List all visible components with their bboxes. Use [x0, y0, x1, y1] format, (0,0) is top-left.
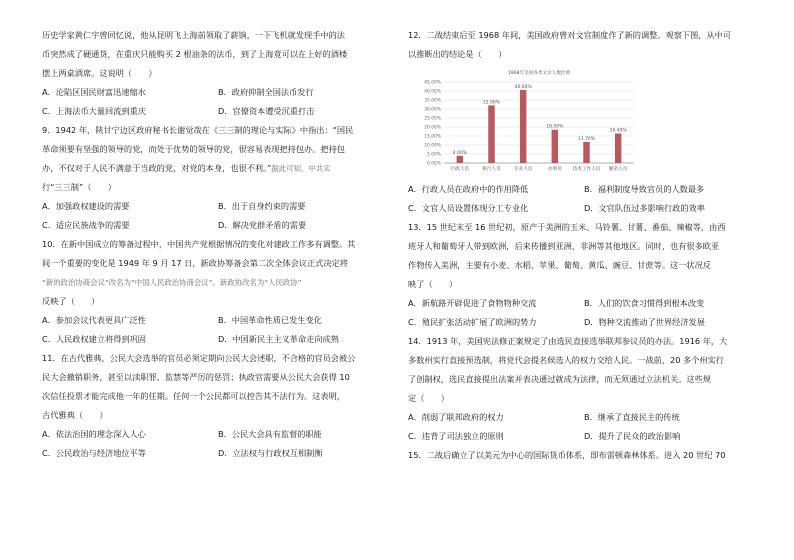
question-text: 11．在古代雅典，公民大会选举的官员必须定期向公民大会述职，不合格的官员会被公 — [42, 353, 356, 363]
question-text: 币突然成了硬通货，在重庆只能购买 2 根油条的法币，到了上海竟可以在上好的酒楼 — [42, 49, 348, 59]
grey-text: “新的政治协商会议”改名为“中国人民政治协商会议”。新政协改名为“人民政协” — [42, 278, 302, 287]
options — [408, 180, 756, 218]
y-tick-label: 30.00% — [424, 107, 441, 113]
option-a: A．沦陷区国民财富迅速缩水 — [42, 87, 146, 97]
options — [42, 83, 390, 121]
bar — [488, 105, 495, 163]
question-9 — [42, 121, 390, 235]
option-a: A．参加会议代表更具广泛性 — [42, 315, 146, 325]
question-text: 反映了（ ） — [42, 296, 100, 306]
y-tick-label: 20.00% — [424, 125, 441, 131]
option-a: A．削弱了联邦政府的权力 — [408, 412, 504, 422]
question-8 — [42, 26, 390, 121]
options — [408, 294, 756, 332]
options — [42, 197, 390, 235]
question-text: 定（ ） — [408, 393, 449, 403]
chart-title: 1968年美国各类文官人数比例 — [507, 71, 571, 76]
bar — [552, 130, 559, 163]
bar-chart — [408, 66, 756, 176]
option-a: A．加强政权建设的需要 — [42, 201, 130, 211]
question-text: 14．1913 年，美国宪法修正案规定了由选民直接选举联邦参议员的办法。1916 年，大 — [408, 336, 728, 346]
question-text: 15．二战后确立了以美元为中心的国际货币体系，即布雷顿森林体系。进入 20 世纪 70 — [408, 450, 726, 460]
question-text: 民大会撤销职务，甚至以渎职罪、监禁等严厉的惩罚；执政官需要从公民大会获得 10 — [42, 372, 350, 382]
option-d: D．物种交流推动了世界经济发展 — [584, 317, 705, 327]
question-14 — [408, 332, 756, 446]
y-tick-label: 45.00% — [424, 80, 441, 86]
data-label: 32.00% — [482, 100, 501, 106]
question-text: 次信任投票才能完成他一年的任期。任何一个公民都可以控告其不法行为。这表明， — [42, 391, 345, 401]
category-label: 行政人员 — [450, 167, 470, 172]
data-label: 18.50% — [546, 124, 564, 130]
option-c: C．殖民扩张活动扩展了欧洲的势力 — [408, 317, 537, 327]
category-label: 办事员 — [547, 167, 562, 172]
category-label: 勤杂人员 — [608, 167, 628, 172]
option-c: C．公民政治与经济地位平等 — [42, 448, 146, 458]
question-text: 映了（ ） — [408, 279, 458, 289]
data-label: 11.70% — [577, 136, 596, 142]
question-text: 摆上两桌酒席。这说明（ ） — [42, 68, 157, 78]
y-tick-label: 5.00% — [427, 152, 441, 158]
question-12 — [408, 26, 756, 218]
y-tick-label: 35.00% — [424, 98, 441, 104]
option-a: A．新航路开辟促进了食物物种交流 — [408, 298, 537, 308]
chart-svg — [408, 66, 638, 176]
option-d: D．立法权与行政权互相制衡 — [218, 448, 323, 458]
question-10 — [42, 235, 390, 349]
question-text-part: 办，不仅对于人民不满意于当政的党，对党的本身，也很不利。” — [42, 163, 272, 173]
bar — [457, 156, 464, 163]
option-b: B．中国革命性质已发生变化 — [218, 315, 322, 325]
option-b: B．继承了直接民主的传统 — [584, 412, 680, 422]
question-text: 历史学家黄仁宇曾回忆说，他从昆明飞上海前领取了薪饷，一下飞机就发现手中的法 — [42, 30, 345, 40]
y-tick-label: 0.00% — [427, 161, 441, 167]
question-text: 革命须要有坚强的领导的党，而处于优势的领导的党，很容易表现把持包办。把持包 — [42, 144, 345, 154]
category-label: 技术工作人员 — [572, 167, 601, 172]
question-text: 了创制权，选民直接提出法案并表决通过就成为法律，而无须通过立法机关。这些规 — [408, 374, 711, 384]
options — [408, 408, 756, 446]
option-c: C．文官人员设置体现分工专业化 — [408, 203, 529, 213]
question-text: 多数州实行直接预选制，将党代会提名候选人的权力交给人民。一战前，20 多个州实行 — [408, 355, 724, 365]
option-b: B．出于自身约束的需要 — [218, 201, 306, 211]
y-tick-label: 10.00% — [424, 143, 441, 149]
option-c: C．上海法币大量回流到重庆 — [42, 106, 146, 116]
question-text — [42, 159, 390, 178]
y-tick-label: 40.00% — [424, 89, 441, 95]
question-text: 间一个重要的变化是 1949 年 9 月 17 日，新政协筹备会第二次全体会议正式决定将 — [42, 258, 348, 268]
category-label: 执行人员 — [482, 167, 501, 172]
y-tick-label: 15.00% — [424, 134, 441, 140]
option-d: D．解决党群矛盾的需要 — [218, 220, 307, 230]
option-d: D．文官队伍过多影响行政的效率 — [584, 203, 705, 213]
option-c: C．适应民族战争的需要 — [42, 220, 130, 230]
options — [42, 425, 390, 463]
data-label: 40.60% — [514, 84, 532, 90]
options — [42, 311, 390, 349]
option-b: B．政府抑制全国法币发行 — [218, 87, 314, 97]
left-column — [42, 26, 390, 463]
option-d: D．提升了民众的政治影响 — [584, 431, 681, 441]
question-text: 作物传入美洲，主要有小麦、水稻、苹果、葡萄、黄瓜、豌豆、甘蔗等。这一状况反 — [408, 260, 711, 270]
question-text: 10．在新中国成立的筹备过程中，中国共产党根据情况的变化对建政工作多有调整。其 — [42, 239, 356, 249]
question-text: 12．二战结束后至 1968 年间，美国政府曾对文官制度作了新的调整。观察下图，从中可 — [408, 30, 732, 40]
data-label: 4.00% — [452, 150, 467, 156]
y-tick-label: 25.00% — [424, 116, 441, 122]
question-15 — [408, 446, 756, 465]
option-d: D．官僚资本遭受沉重打击 — [218, 106, 315, 116]
question-text: 班牙人和葡萄牙人带到欧洲，后来传播到亚洲、非洲等其他地区。同时，也有很多欧亚 — [408, 241, 720, 251]
right-column — [408, 26, 756, 465]
question-text: 行“三三制”（ ） — [42, 182, 116, 192]
option-b: B．公民大会具有监督的职能 — [218, 429, 322, 439]
option-c: C．违背了司法独立的原则 — [408, 431, 504, 441]
option-a: A．依法治国的理念深入人心 — [42, 429, 146, 439]
category-label: 专业人员 — [513, 167, 533, 172]
option-a: A．行政人员在政府中的作用降低 — [408, 184, 529, 194]
bar — [520, 90, 527, 163]
bar — [615, 133, 622, 163]
option-c: C．人民政权建立将得到巩固 — [42, 334, 146, 344]
question-text: 13．15 世纪末至 16 世纪初，原产于美洲的玉米、马铃薯、甘薯、番茄、辣椒等，由西 — [408, 222, 726, 232]
question-text: 9．1942 年，陕甘宁边区政府秘书长谢觉哉在《三三制的理论与实际》中指出：“国民 — [42, 125, 354, 135]
question-11 — [42, 349, 390, 463]
question-text: 古代雅典（ ） — [42, 410, 108, 420]
grey-text: 据此可知，中共实 — [271, 164, 331, 173]
option-b: B．人们的饮食习惯得到根本改变 — [584, 298, 705, 308]
question-text: 以推断出的结论是（ ） — [408, 49, 507, 59]
option-b: B．福利制度导致官员的人数最多 — [584, 184, 705, 194]
option-d: D．中国新民主主义革命走向成熟 — [218, 334, 339, 344]
data-label: 16.40% — [609, 128, 627, 134]
question-13 — [408, 218, 756, 332]
bar — [583, 142, 590, 163]
